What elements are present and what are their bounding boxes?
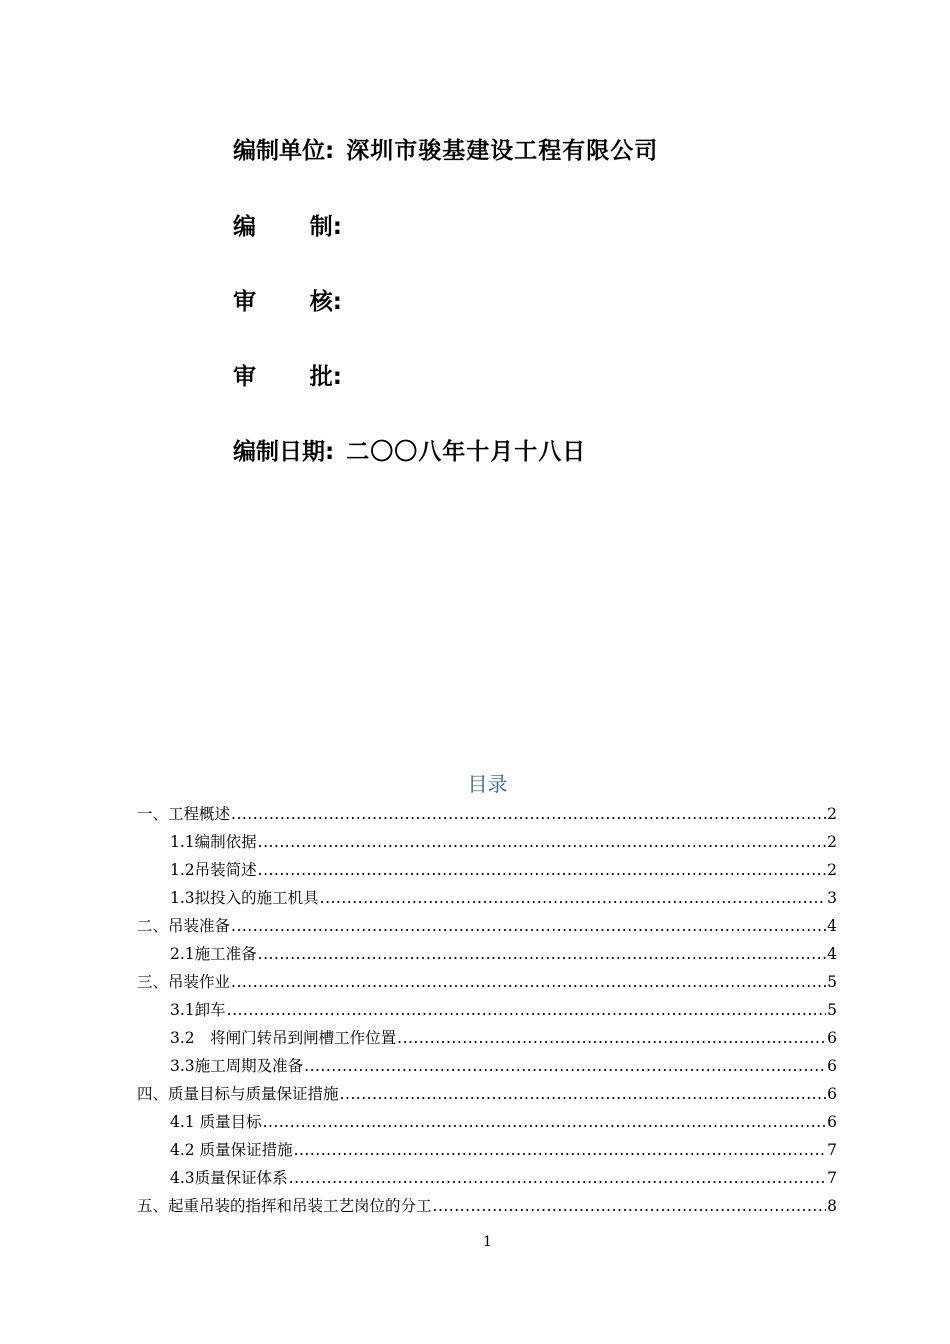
unit-label: 编制单位: xyxy=(233,138,335,164)
toc-entry[interactable] xyxy=(137,1024,837,1052)
toc-entry-page: 2 xyxy=(827,861,837,879)
toc-entry[interactable] xyxy=(137,968,837,996)
toc-leader xyxy=(433,1192,827,1220)
toc-entry-page: 7 xyxy=(827,1141,837,1159)
toc-entry-text: 3.2 将闸门转吊到闸槽工作位置 xyxy=(170,1029,397,1047)
toc-entry-text: 4.1 质量目标 xyxy=(170,1113,262,1131)
toc-entry-page: 2 xyxy=(827,805,837,823)
cover-compile-row xyxy=(233,212,342,242)
cover-unit-row xyxy=(233,136,658,166)
toc-entry-page: 3 xyxy=(827,889,837,907)
toc-entry[interactable] xyxy=(137,856,837,884)
toc-entry-page: 6 xyxy=(827,1057,837,1075)
toc-leader xyxy=(289,1164,826,1192)
compile-label xyxy=(233,212,342,242)
toc-leader xyxy=(258,856,826,884)
toc-leader xyxy=(227,996,826,1024)
toc-leader xyxy=(231,912,826,940)
toc-entry-text: 2.1施工准备 xyxy=(170,945,257,963)
date-label: 编制日期: xyxy=(233,439,335,465)
toc-leader xyxy=(397,1024,826,1052)
toc-entry-page: 5 xyxy=(827,973,837,991)
toc-leader xyxy=(231,800,826,828)
toc-entry-page: 8 xyxy=(827,1197,837,1215)
cover-date-row xyxy=(233,437,586,467)
toc-leader xyxy=(294,1136,827,1164)
cover-approve-row xyxy=(233,362,342,392)
toc-entry-text: 四、质量目标与质量保证措施 xyxy=(137,1085,339,1103)
toc-entry-page: 6 xyxy=(827,1113,837,1131)
toc-entry[interactable] xyxy=(137,1080,837,1108)
toc-entry[interactable] xyxy=(137,912,837,940)
toc-entry-text: 3.3施工周期及准备 xyxy=(170,1057,304,1075)
toc-entry[interactable] xyxy=(137,1052,837,1080)
toc-entry[interactable] xyxy=(137,996,837,1024)
toc-entry-page: 6 xyxy=(827,1029,837,1047)
page-number: 1 xyxy=(483,1234,492,1250)
toc-leader xyxy=(304,1052,826,1080)
toc-entry-text: 4.2 质量保证措施 xyxy=(170,1141,293,1159)
toc-leader xyxy=(320,884,826,912)
toc-entry[interactable] xyxy=(137,1108,837,1136)
toc-leader xyxy=(258,828,826,856)
cover-review-row xyxy=(233,287,342,317)
toc-entry-page: 6 xyxy=(827,1085,837,1103)
toc-title: 目录 xyxy=(467,772,508,796)
toc-entry-page: 5 xyxy=(827,1001,837,1019)
compile-label-a: 编 xyxy=(233,214,256,240)
toc-entry-text: 4.3质量保证体系 xyxy=(170,1169,288,1187)
toc-entry[interactable] xyxy=(137,884,837,912)
toc-entry-text: 1.2吊装简述 xyxy=(170,861,257,879)
toc-leader xyxy=(340,1080,827,1108)
compile-label-b: 制: xyxy=(309,214,342,240)
toc-entry-page: 7 xyxy=(827,1169,837,1187)
approve-label xyxy=(233,362,342,392)
date-value: 二〇〇八年十月十八日 xyxy=(346,439,587,465)
toc-entry[interactable] xyxy=(137,1164,837,1192)
review-label-a: 审 xyxy=(233,289,256,315)
toc-leader xyxy=(258,940,826,968)
toc-entry[interactable] xyxy=(137,828,837,856)
toc-leader xyxy=(263,1108,827,1136)
toc-entry-text: 3.1卸车 xyxy=(170,1001,226,1019)
toc-entry-text: 三、吊装作业 xyxy=(137,973,231,991)
unit-value: 深圳市骏基建设工程有限公司 xyxy=(346,138,659,164)
toc-entry-text: 一、工程概述 xyxy=(137,805,231,823)
toc-entry-page: 4 xyxy=(827,917,837,935)
toc-entry-text: 二、吊装准备 xyxy=(137,917,231,935)
toc-entry[interactable] xyxy=(137,1192,837,1220)
toc-entry[interactable] xyxy=(137,940,837,968)
approve-label-a: 审 xyxy=(233,364,256,390)
toc-entry[interactable] xyxy=(137,800,837,828)
toc-entry-text: 五、起重吊装的指挥和吊装工艺岗位的分工 xyxy=(137,1197,432,1215)
toc-entry-page: 2 xyxy=(827,833,837,851)
toc-entry-text: 1.1编制依据 xyxy=(170,833,257,851)
toc-leader xyxy=(231,968,826,996)
review-label xyxy=(233,287,342,317)
table-of-contents xyxy=(137,800,837,1220)
toc-entry-text: 1.3拟投入的施工机具 xyxy=(170,889,319,907)
toc-entry-page: 4 xyxy=(827,945,837,963)
toc-entry[interactable] xyxy=(137,1136,837,1164)
approve-label-b: 批: xyxy=(309,364,342,390)
review-label-b: 核: xyxy=(309,289,342,315)
